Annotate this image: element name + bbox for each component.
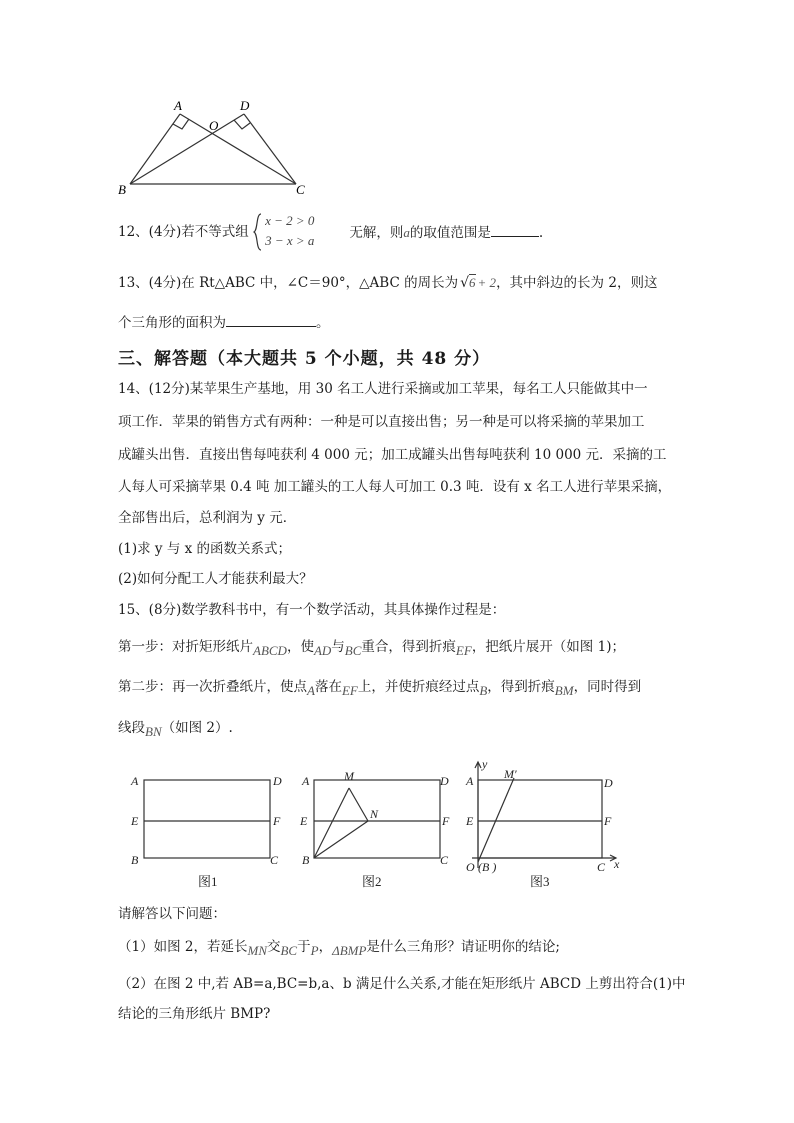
q15-p1-text-a: （1）如图 2，若延长 bbox=[118, 939, 248, 955]
fig1-label-b: B bbox=[131, 853, 139, 867]
label-d: D bbox=[240, 98, 250, 113]
q15-part2-line1: （2）在图 2 中,若 AB=a,BC=b,a、b 满足什么关系,才能在矩形纸片 ABCD 上剪出符合(1)中 bbox=[118, 976, 686, 992]
question-12 bbox=[118, 212, 543, 252]
fig3-label-x: x bbox=[614, 857, 620, 871]
label-o: O bbox=[209, 118, 219, 133]
fig2-label-c: C bbox=[440, 853, 449, 867]
q15-step1-text-c: 与 bbox=[331, 639, 345, 655]
fig1-rectangle bbox=[144, 780, 270, 858]
q12-suffix-a: 无解，则 bbox=[349, 225, 404, 241]
question-13-line1 bbox=[118, 274, 657, 292]
q12-end: . bbox=[538, 225, 544, 241]
fig2-label-e: E bbox=[300, 814, 308, 828]
q15-step1 bbox=[118, 638, 625, 656]
q12-var-a: a bbox=[403, 225, 410, 240]
label-c: C bbox=[296, 182, 305, 197]
q13-text-b: ，其中斜边的长为 2，则这 bbox=[496, 275, 658, 291]
q15-step2-text-e: ，同时得到 bbox=[573, 679, 642, 695]
q13-end: 。 bbox=[316, 315, 330, 331]
q15-line1: 15、(8分)数学教科书中，有一个数学活动，其具体操作过程是： bbox=[118, 602, 506, 618]
fig3-label-b: (B ) bbox=[478, 860, 497, 874]
q15-part2-line2: 结论的三角形纸片 BMP? bbox=[118, 1006, 271, 1022]
section-3-heading: 三、解答题（本大题共 5 个小题，共 48 分） bbox=[118, 349, 491, 369]
fig2-segment-mn bbox=[349, 788, 368, 821]
fig2-label-f: F bbox=[442, 814, 450, 828]
fig3-label-d: D bbox=[604, 776, 613, 790]
q15-step2-text-c: 上，并使折痕经过点 bbox=[357, 679, 480, 695]
fig2-label-d: D bbox=[440, 774, 449, 788]
fig3-label-e: E bbox=[466, 814, 474, 828]
q13-plus-two: + 2 bbox=[477, 275, 497, 290]
q14-line3: 成罐头出售．直接出售每吨获利 4 000 元；加工成罐头出售每吨获利 10 000 元．采摘的工 bbox=[118, 447, 667, 463]
q14-sub1: (1)求 y 与 x 的函数关系式； bbox=[118, 541, 292, 557]
fig1-caption: 图1 bbox=[198, 874, 218, 889]
fig2-caption: 图2 bbox=[362, 874, 382, 889]
q15-step1-ef: EF bbox=[455, 643, 472, 658]
q12-answer-blank bbox=[491, 222, 539, 237]
fig2-label-m: M bbox=[344, 769, 354, 783]
q13-text-a: 13、(4分)在 Rt△ABC 中，∠C＝90°，△ABC 的周长为 bbox=[118, 275, 459, 291]
q14-sub2: (2)如何分配工人才能获利最大？ bbox=[118, 571, 313, 587]
fig2-segment-bn bbox=[314, 821, 368, 858]
q13-text-c: 个三角形的面积为 bbox=[118, 315, 226, 331]
q15-step2-text-b: 落在 bbox=[314, 679, 342, 695]
segment-dc bbox=[244, 114, 296, 184]
q15-step2-bm: BM bbox=[554, 683, 574, 698]
q15-step2-ef: EF bbox=[341, 683, 358, 698]
q15-step2-text-a: 第二步：再一次折叠纸片，使点 bbox=[118, 679, 307, 695]
q15-p1-text-c: 于 bbox=[297, 939, 311, 955]
sqrt-six bbox=[460, 274, 475, 292]
fig2-segment-bm bbox=[314, 788, 349, 858]
q12-suffix-b: 的取值范围是 bbox=[409, 225, 491, 241]
label-b: B bbox=[118, 182, 126, 197]
q14-line1: 14、(12分)某苹果生产基地，用 30 名工人进行采摘或加工苹果，每名工人只能做其中一 bbox=[118, 381, 648, 397]
fig3-label-f: F bbox=[604, 814, 612, 828]
q15-step3-text-a: 线段 bbox=[118, 720, 145, 736]
q15-step2-text-d: ，得到折痕 bbox=[487, 679, 555, 695]
q15-part1 bbox=[118, 938, 560, 956]
q15-p1-text-e: 是什么三角形？请证明你的结论; bbox=[366, 939, 560, 955]
sqrt-icon: √ bbox=[460, 275, 470, 291]
fig3-label-a: A bbox=[466, 774, 474, 788]
q14-line5: 全部售出后，总利润为 y 元． bbox=[118, 510, 297, 526]
fig1-label-a: A bbox=[131, 774, 139, 788]
q15-p1-bc: BC bbox=[280, 943, 298, 958]
segment-bd bbox=[130, 114, 244, 184]
q15-step1-ad: AD bbox=[313, 643, 332, 658]
fig3-segment-bm bbox=[478, 778, 514, 862]
fig3-label-y: y bbox=[482, 758, 488, 771]
fig1-label-f: F bbox=[273, 814, 281, 828]
fig3-caption: 图3 bbox=[530, 874, 550, 889]
fig2-label-n: N bbox=[370, 807, 379, 821]
q15-step1-abcd: ABCD bbox=[253, 643, 287, 658]
q15-step3-bn: BN bbox=[145, 724, 162, 739]
fig2-label-a: A bbox=[302, 774, 310, 788]
q15-step2 bbox=[118, 678, 641, 696]
fig1-label-d: D bbox=[273, 774, 282, 788]
fig2-label-b: B bbox=[302, 853, 310, 867]
q15-p1-text-b: 交 bbox=[266, 939, 281, 955]
q15-step1-text-e: ，把纸片展开（如图 1)； bbox=[471, 639, 625, 655]
q15-step3 bbox=[118, 719, 233, 737]
q15-step1-text-d: 重合，得到折痕 bbox=[361, 639, 456, 655]
fig3-label-m: M′ bbox=[504, 767, 517, 781]
q15-step1-text-b: ，使 bbox=[286, 639, 314, 655]
fig3-label-c: C bbox=[597, 860, 606, 874]
q15-step2-point-a: A bbox=[307, 683, 315, 698]
q15-step1-text-a: 第一步：对折矩形纸片 bbox=[118, 639, 253, 655]
q15-p1-p: P bbox=[310, 943, 319, 958]
fig1-label-c: C bbox=[270, 853, 279, 867]
left-brace-icon bbox=[253, 212, 263, 252]
fig3-label-o: O bbox=[466, 860, 475, 874]
right-angle-mark-d bbox=[234, 120, 250, 129]
q15-step1-bc: BC bbox=[344, 643, 362, 658]
q12-inequality-system bbox=[253, 212, 345, 252]
q12-ineq-line1: x − 2 > 0 bbox=[265, 213, 315, 228]
label-a: A bbox=[174, 98, 182, 113]
fig1-label-e: E bbox=[131, 814, 139, 828]
q14-line4: 人每人可采摘苹果 0.4 吨 加工罐头的工人每人可加工 0.3 吨．设有 x 名工人进行苹果采摘， bbox=[118, 479, 672, 495]
sqrt-radicand: 6 bbox=[469, 275, 476, 290]
folding-figures bbox=[120, 758, 640, 893]
q15-p1-text-d: ， bbox=[318, 939, 333, 955]
q14-line2: 项工作．苹果的销售方式有两种：一种是可以直接出售；另一种是可以将采摘的苹果加工 bbox=[118, 414, 645, 430]
q15-step2-point-b: B bbox=[479, 683, 488, 698]
question-13-line2 bbox=[118, 312, 330, 332]
q12-ineq-line2: 3 − x > a bbox=[265, 233, 315, 248]
q12-prefix: 12、(4分)若不等式组 bbox=[118, 224, 249, 240]
q15-prompt: 请解答以下问题： bbox=[118, 906, 226, 922]
segment-ba bbox=[130, 114, 180, 184]
q15-p1-triangle-bmp: ΔBMP bbox=[332, 943, 367, 958]
figure-triangles bbox=[110, 92, 320, 202]
q13-answer-blank bbox=[226, 312, 316, 327]
q15-step3-text-b: （如图 2）. bbox=[161, 720, 233, 736]
q15-p1-mn: MN bbox=[247, 943, 267, 958]
